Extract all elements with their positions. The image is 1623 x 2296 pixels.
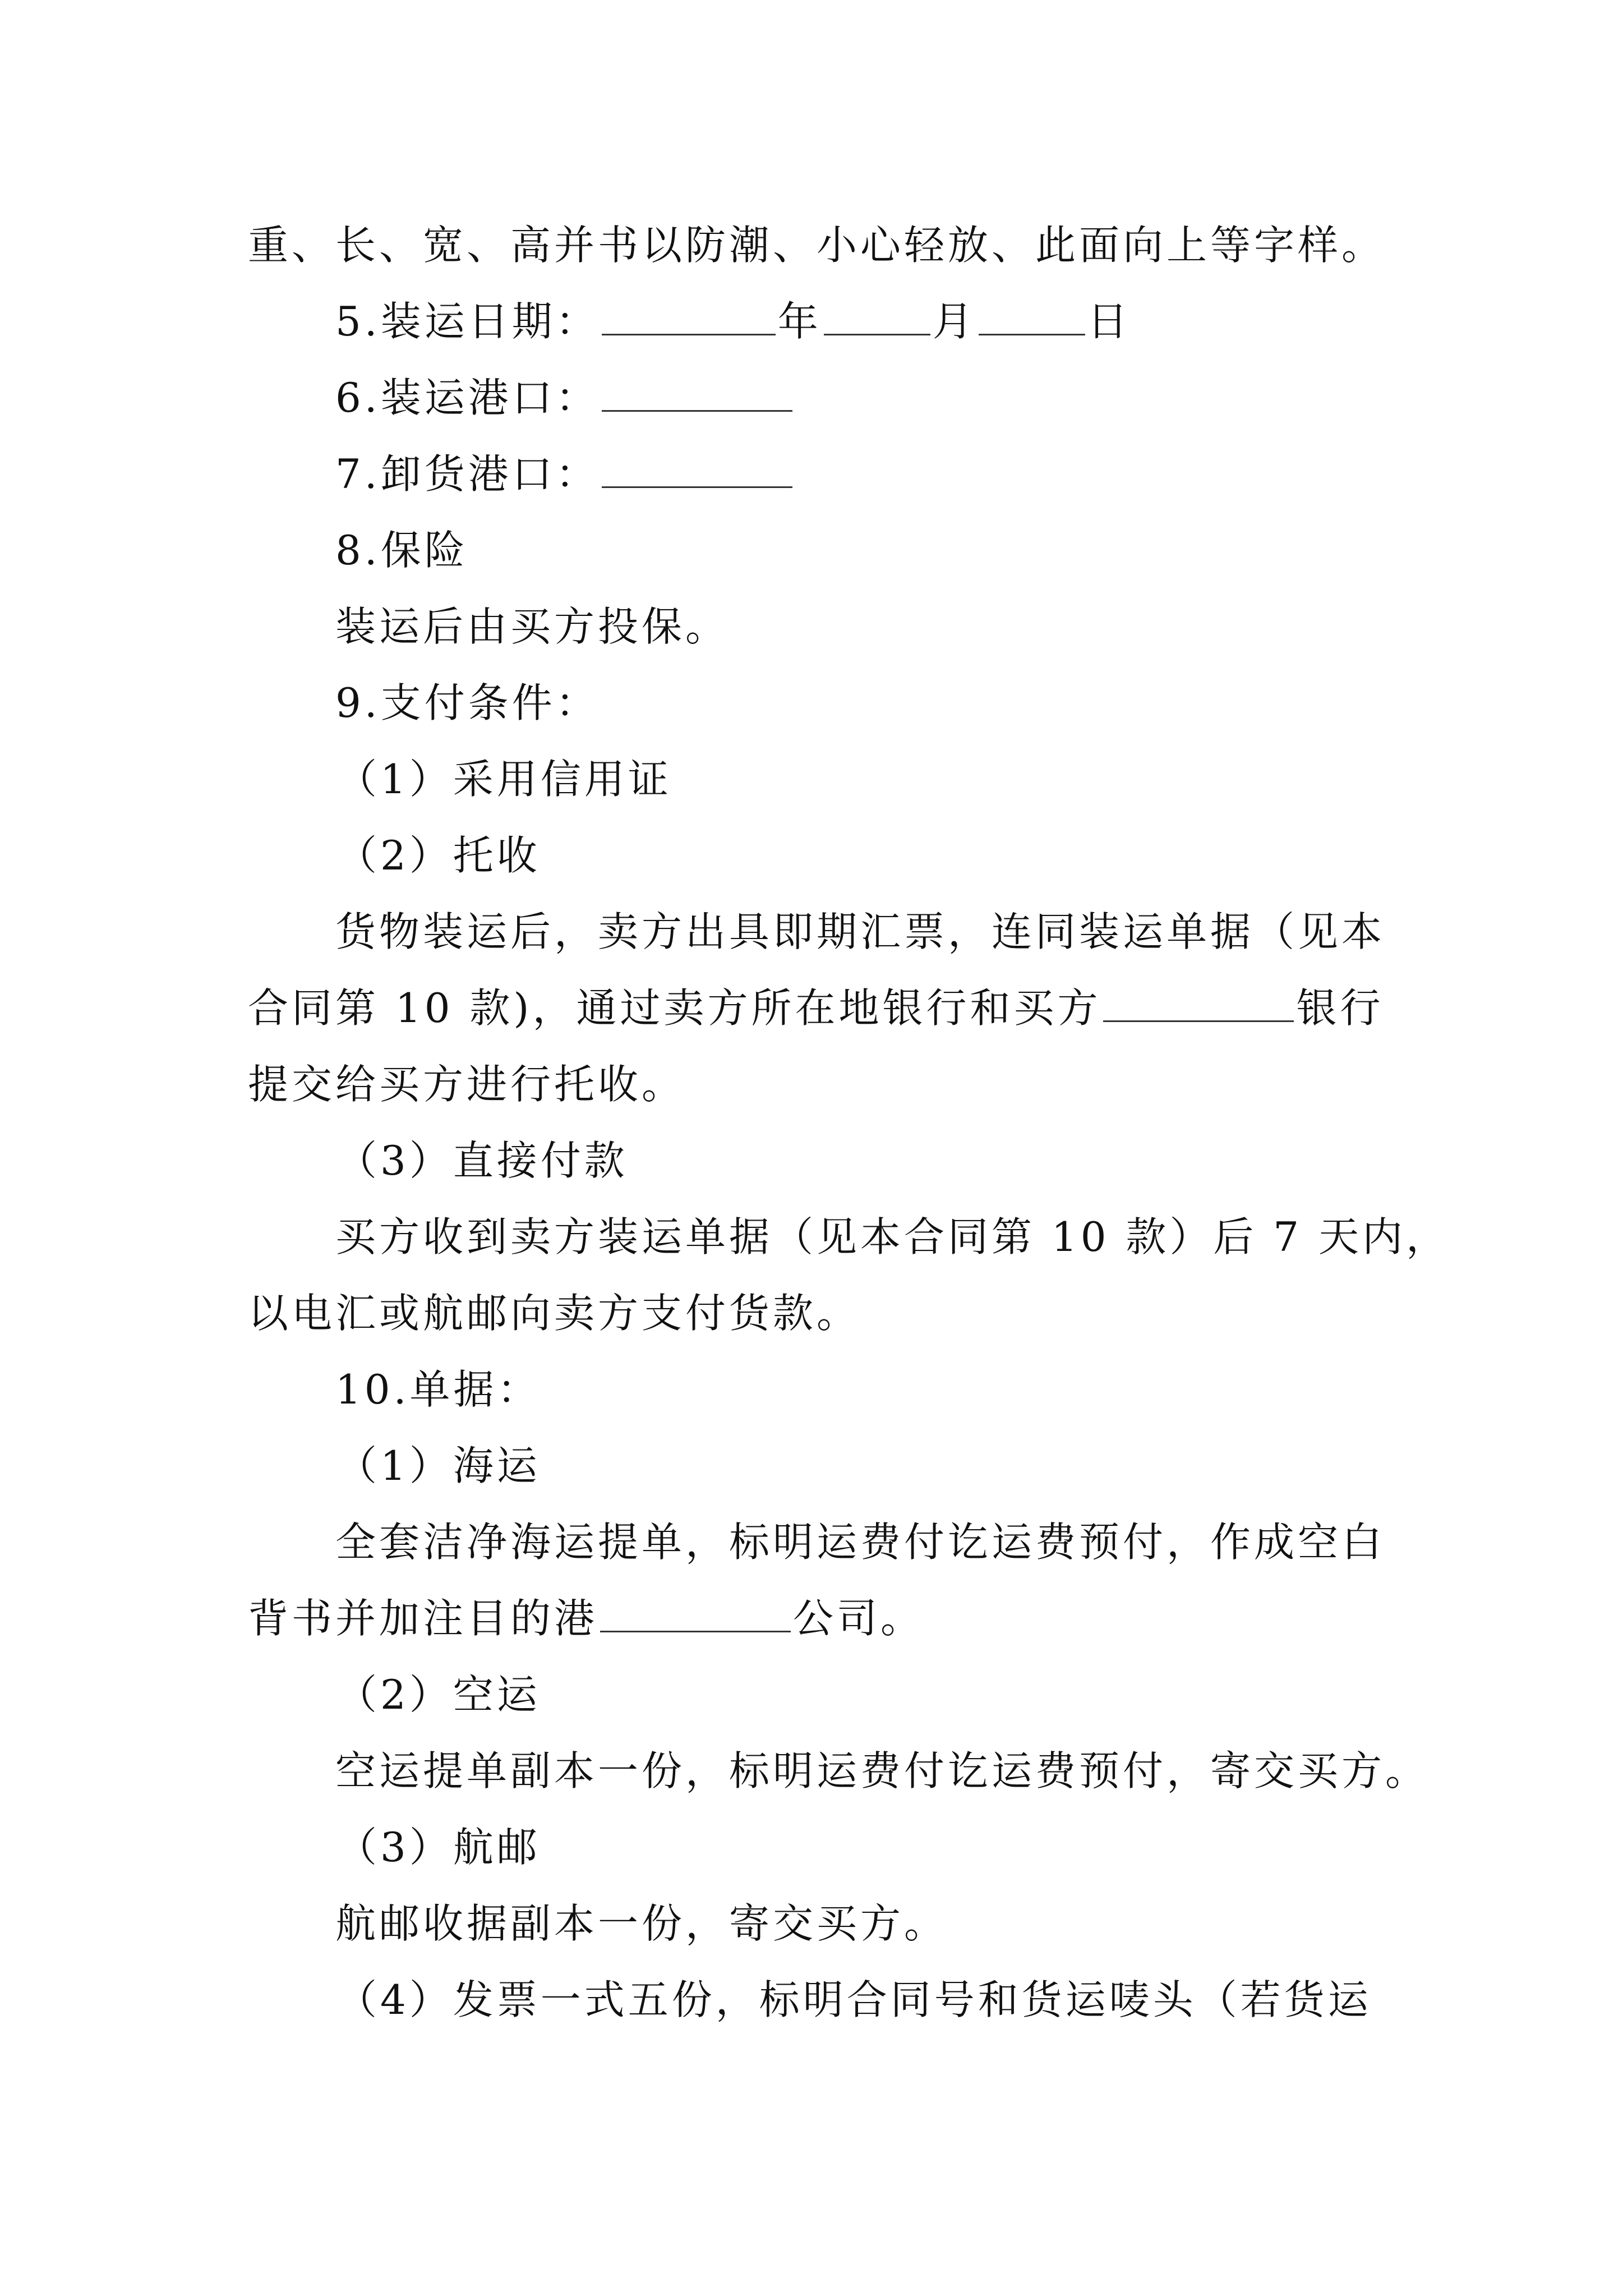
sub-item [0,1814,1623,1881]
destination-suffix: 公司。 [793,1595,925,1642]
line-text: 提交给买方进行托收。 [248,1061,686,1108]
year-blank [602,300,776,335]
bank-line [0,974,1623,1042]
line-text: 装运后由买方投保。 [335,603,730,650]
bank-suffix: 银行 [1296,984,1384,1032]
line-text: 航邮收据副本一份，寄交买方。 [335,1900,948,1947]
line-text: （4）发票一式五份，标明合同号和货运唛头（若货运 [336,1976,1372,2023]
text-line [0,1203,1623,1271]
year-label: 年 [777,298,822,345]
day-blank [979,300,1085,335]
text-line [0,898,1623,965]
destination-blank [600,1597,791,1632]
sub-item [0,746,1623,813]
discharge-port-line [0,440,1623,508]
section-heading [0,517,1623,584]
loading-port-label: 6.装运港口： [335,374,600,421]
loading-port-blank [602,376,792,412]
discharge-port-label: 7.卸货港口： [335,450,600,498]
discharge-port-blank [602,453,792,488]
bank-text: 合同第 10 款)，通过卖方所在地银行和买方 [248,984,1101,1032]
destination-text: 背书并加注目的港 [248,1595,598,1642]
sub-item [0,1432,1623,1499]
line-text: 重、长、宽、高并书以防潮、小心轻放、此面向上等字样。 [248,222,1386,269]
text-line [0,1508,1623,1576]
line-text: 买方收到卖方装运单据（见本合同第 10 款）后 7 天内， [335,1213,1450,1260]
text-line [0,1737,1623,1805]
shipping-date-label: 5.装运日期： [335,298,600,345]
loading-port-line [0,364,1623,431]
section-heading [0,669,1623,737]
sub-item [0,822,1623,889]
text-line [0,593,1623,660]
line-text: 9.支付条件： [335,679,600,726]
line-text: 空运提单副本一份，标明运费付讫运费预付，寄交买方。 [335,1747,1430,1795]
text-line [0,1890,1623,1957]
sub-item [0,1661,1623,1728]
line-text: （2）空运 [336,1671,541,1718]
day-label: 日 [1087,298,1131,345]
line-text: （2）托收 [336,832,541,879]
destination-line [0,1585,1623,1652]
text-line [0,211,1623,279]
text-line [0,1280,1623,1347]
line-text: （3）直接付款 [336,1137,628,1184]
line-text: （1）海运 [336,1442,541,1489]
shipping-date-line [0,288,1623,355]
sub-item [0,1127,1623,1194]
sub-item [0,1966,1623,2033]
line-text: （1）采用信用证 [336,756,672,803]
line-text: 全套洁净海运提单，标明运费付讫运费预付，作成空白 [335,1519,1386,1566]
section-heading [0,1356,1623,1423]
month-label: 月 [932,298,976,345]
line-text: 10.单据： [335,1366,541,1413]
line-text: （3）航邮 [336,1824,541,1871]
bank-blank [1103,987,1294,1022]
line-text: 货物装运后，卖方出具即期汇票，连同装运单据（见本 [335,908,1386,955]
line-text: 8.保险 [335,527,468,574]
line-text: 以电汇或航邮向卖方支付货款。 [248,1290,861,1337]
text-line [0,1051,1623,1118]
month-blank [824,300,930,335]
